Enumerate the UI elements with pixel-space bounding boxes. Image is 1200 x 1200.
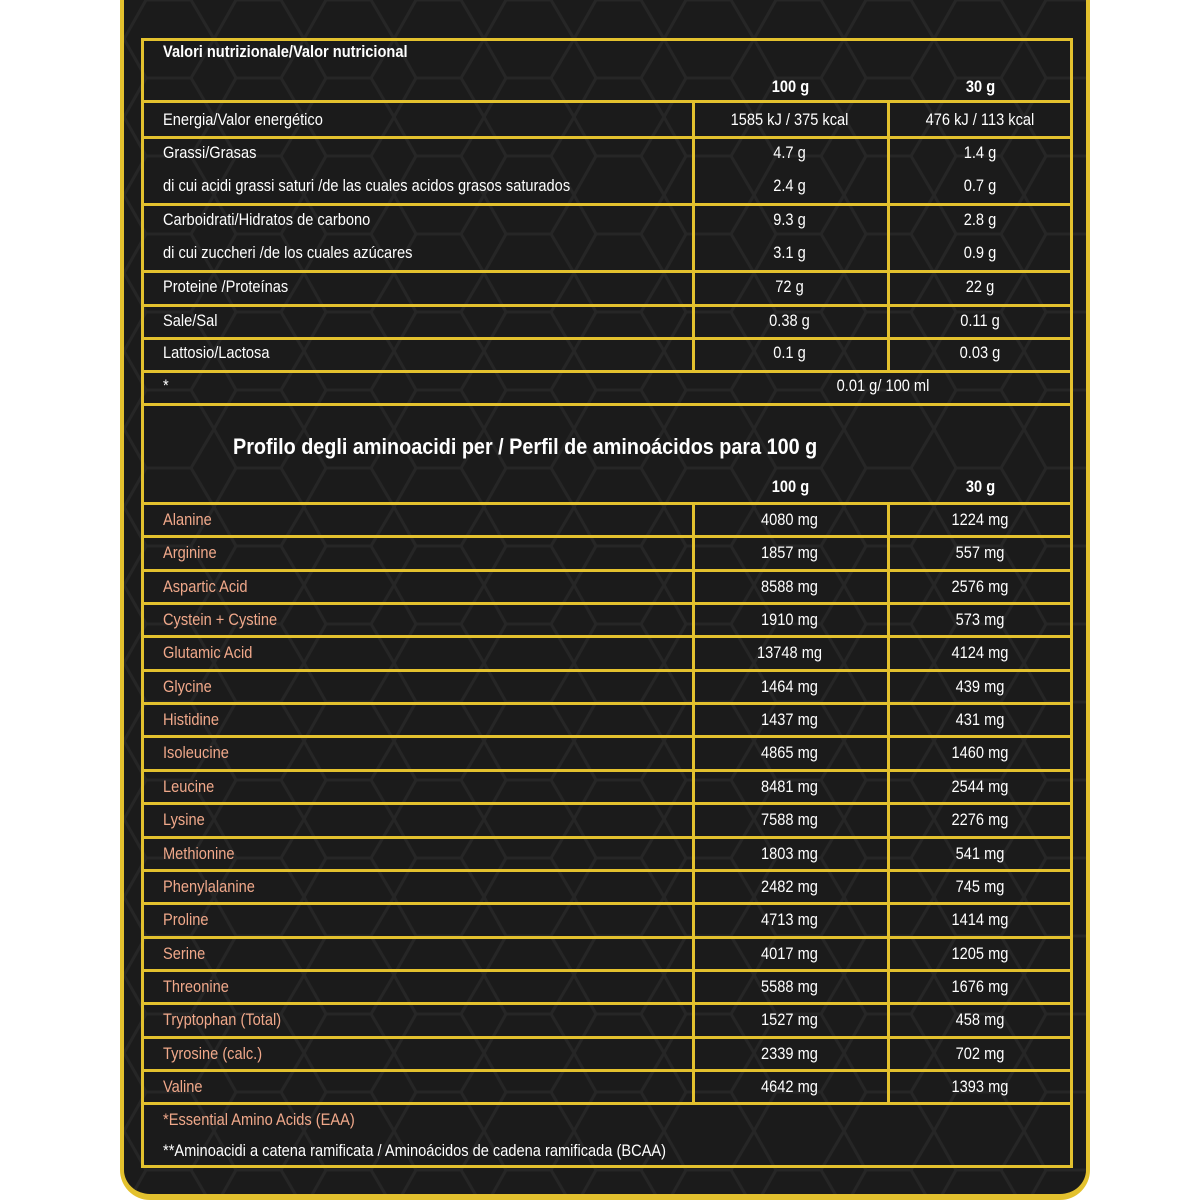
nutrition-row-label: Carboidrati/Hidratos de carbono <box>163 210 371 229</box>
amino-name: Threonine <box>163 977 229 996</box>
amino-value-100g: 13748 mg <box>756 643 823 662</box>
amino-name: Glutamic Acid <box>163 643 253 662</box>
amino-heading: Profilo degli aminoacidi per / Perfil de aminoácidos para 100 g <box>233 434 818 459</box>
amino-value-100g: 1803 mg <box>761 844 818 863</box>
amino-name: Aspartic Acid <box>163 577 248 596</box>
nutrition-row-100g: 2.4 g <box>773 176 806 195</box>
amino-value-30g: 745 mg <box>955 877 1005 896</box>
nutrition-row-100g: 0.1 g <box>773 343 806 362</box>
amino-value-30g: 458 mg <box>955 1010 1005 1029</box>
amino-value-100g: 2482 mg <box>761 877 818 896</box>
note-eaa: *Essential Amino Acids (EAA) <box>163 1110 355 1129</box>
amino-value-100g: 1464 mg <box>761 677 818 696</box>
amino-name: Alanine <box>163 510 212 529</box>
amino-name: Tryptophan (Total) <box>163 1010 282 1029</box>
amino-name: Isoleucine <box>163 743 229 762</box>
amino-value-100g: 4713 mg <box>761 910 818 929</box>
nutrition-row-label: Proteine /Proteínas <box>163 277 289 296</box>
nutrition-row-label: Sale/Sal <box>163 311 218 330</box>
nutrition-row-100g: 0.38 g <box>769 311 810 330</box>
nutrition-row-100g: 9.3 g <box>773 210 806 229</box>
amino-name: Valine <box>163 1077 203 1096</box>
nutrition-row-label: Lattosio/Lactosa <box>163 343 270 362</box>
nutrition-row-100g: 4.7 g <box>773 143 806 162</box>
nutrition-col-30g: 30 g <box>965 77 996 96</box>
amino-value-30g: 1414 mg <box>951 910 1009 929</box>
amino-value-100g: 8588 mg <box>761 577 818 596</box>
amino-name: Histidine <box>163 710 220 729</box>
amino-value-100g: 7588 mg <box>761 810 818 829</box>
nutrition-row-100g: 1585 kJ / 375 kcal <box>730 110 849 129</box>
nutrition-row-30g: 1.4 g <box>963 143 997 162</box>
amino-value-30g: 557 mg <box>955 543 1005 562</box>
amino-value-100g: 4080 mg <box>761 510 818 529</box>
nutrition-row-30g: 476 kJ / 113 kcal <box>925 110 1035 129</box>
amino-name: Phenylalanine <box>163 877 255 896</box>
nutrition-col-100g: 100 g <box>771 77 810 96</box>
amino-name: Cystein + Cystine <box>163 610 278 629</box>
amino-value-100g: 8481 mg <box>761 777 818 796</box>
nutrition-heading: Valori nutrizionale/Valor nutricional <box>163 42 408 61</box>
amino-value-30g: 1676 mg <box>951 977 1009 996</box>
amino-value-30g: 2276 mg <box>951 810 1009 829</box>
nutrition-row-30g: 0.11 g <box>960 311 1000 330</box>
nutrition-row-30g: 0.03 g <box>959 343 1001 362</box>
amino-name: Tyrosine (calc.) <box>163 1044 263 1063</box>
nutrition-row-100g: 3.1 g <box>773 243 806 262</box>
amino-value-30g: 541 mg <box>955 844 1005 863</box>
nutrition-row-30g: 0.9 g <box>963 243 997 262</box>
amino-value-100g: 2339 mg <box>761 1044 818 1063</box>
amino-value-100g: 4642 mg <box>761 1077 818 1096</box>
nutrition-row-30g: 2.8 g <box>963 210 997 229</box>
nutrition-row-30g: 22 g <box>965 277 995 296</box>
amino-value-100g: 1527 mg <box>761 1010 818 1029</box>
amino-value-30g: 431 mg <box>955 710 1005 729</box>
amino-name: Serine <box>163 944 206 963</box>
note-bcaa: **Aminoacidi a catena ramificata / Aminoácidos de cadena ramificada (BCAA) <box>163 1141 667 1160</box>
amino-value-30g: 702 mg <box>955 1044 1005 1063</box>
nutrition-row-label: di cui zuccheri /de los cuales azúcares <box>163 243 413 262</box>
amino-name: Proline <box>163 910 209 929</box>
amino-value-100g: 4865 mg <box>761 743 818 762</box>
nutrition-row-label: Energia/Valor energético <box>163 110 323 129</box>
amino-col-30g: 30 g <box>965 477 996 496</box>
amino-name: Methionine <box>163 844 235 863</box>
nutrition-row-100g: 72 g <box>775 277 804 296</box>
amino-value-30g: 4124 mg <box>951 643 1009 662</box>
amino-value-100g: 1910 mg <box>761 610 818 629</box>
amino-value-30g: 439 mg <box>955 677 1005 696</box>
amino-name: Lysine <box>163 810 205 829</box>
nutrition-row-label: Grassi/Grasas <box>163 143 257 162</box>
amino-value-100g: 5588 mg <box>761 977 818 996</box>
amino-name: Leucine <box>163 777 215 796</box>
amino-name: Arginine <box>163 543 217 562</box>
amino-value-30g: 573 mg <box>955 610 1005 629</box>
amino-value-30g: 1460 mg <box>951 743 1009 762</box>
amino-value-30g: 2576 mg <box>951 577 1009 596</box>
nutrition-row-label: di cui acidi grassi saturi /de las cuales acidos grasos saturados <box>163 176 571 195</box>
amino-value-30g: 1205 mg <box>951 944 1009 963</box>
nutrition-row-30g: 0.7 g <box>963 176 997 195</box>
amino-value-100g: 4017 mg <box>761 944 818 963</box>
amino-value-30g: 1393 mg <box>951 1077 1009 1096</box>
footnote-value: 0.01 g/ 100 ml <box>836 376 930 395</box>
footnote-mark: * <box>163 376 169 395</box>
amino-value-30g: 2544 mg <box>951 777 1009 796</box>
amino-value-100g: 1857 mg <box>761 543 818 562</box>
amino-value-30g: 1224 mg <box>951 510 1009 529</box>
amino-col-100g: 100 g <box>771 477 810 496</box>
amino-value-100g: 1437 mg <box>761 710 818 729</box>
amino-name: Glycine <box>163 677 212 696</box>
